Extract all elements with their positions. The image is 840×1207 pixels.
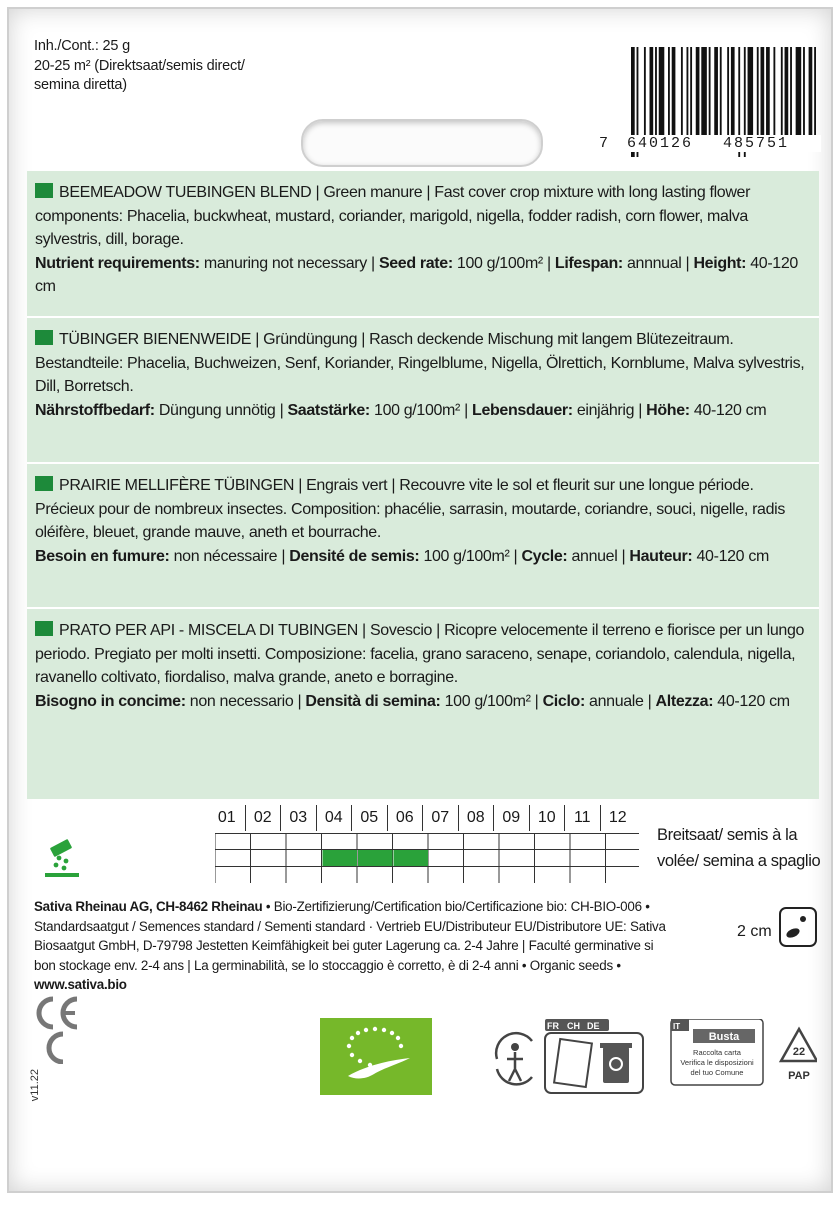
barcode-bar [714, 47, 718, 139]
month-header [209, 805, 635, 831]
recycling-info [487, 1019, 817, 1099]
seed-rate-label: Densità di semina: [305, 692, 441, 710]
green-square-icon [35, 183, 53, 198]
calendar-grid [215, 833, 639, 883]
barcode-digits-right: 485751 [723, 135, 790, 152]
green-square-icon [35, 621, 53, 636]
company-info [34, 897, 674, 995]
barcode-bar [766, 47, 770, 139]
month-label: 10 [529, 805, 565, 831]
barcode-bar [727, 47, 729, 139]
section-german [27, 318, 819, 430]
section-title: BEEMEADOW TUEBINGEN BLEND [59, 184, 312, 201]
content-area: 20-25 m² (Direktsaat/semis direct/ [34, 57, 245, 74]
busta-line-3: del tuo Comune [690, 1068, 744, 1077]
barcode-bar [690, 47, 692, 139]
height-value: 40-120 cm [713, 692, 790, 710]
barcode-bar [731, 47, 735, 139]
section-title: TÜBINGER BIENENWEIDE [59, 331, 252, 348]
month-label: 04 [316, 805, 352, 831]
month-label: 06 [387, 805, 423, 831]
seed-rate-label: Saatstärke: [287, 401, 370, 419]
barcode-bar [796, 47, 802, 139]
company-website[interactable]: www.sativa.bio [34, 977, 127, 992]
barcode-bar [814, 47, 816, 139]
paper-bin-icon [600, 1043, 632, 1083]
nutrient-value: non nécessaire | [169, 547, 290, 565]
nutrient-value: Düngung unnötig | [154, 401, 288, 419]
barcode-bar [659, 47, 665, 139]
lifespan-value: einjährig | [572, 401, 647, 419]
barcode-digits-left: 640126 [627, 135, 694, 152]
sowing-depth-icon [779, 907, 817, 947]
section-title: PRAIRIE MELLIFÈRE TÜBINGEN [59, 477, 295, 494]
nutrient-label: Bisogno in concime: [35, 692, 186, 710]
company-name: Sativa Rheinau AG, CH-8462 Rheinau [34, 899, 263, 914]
barcode-bar [781, 47, 783, 139]
busta-line-2: Verifica le disposizioni [680, 1058, 754, 1067]
height-value: 40-120 cm [35, 254, 798, 295]
height-value: 40-120 cm [689, 401, 767, 419]
seed-rate-label: Seed rate: [378, 254, 453, 272]
version-code: v11.22 [29, 1069, 41, 1102]
height-label: Hauteur: [629, 547, 693, 565]
barcode-bar [720, 47, 722, 139]
height-value: 40-120 cm [692, 547, 769, 565]
barcode-bar [672, 47, 676, 139]
barcode-bar [761, 47, 765, 139]
barcode-bar [644, 47, 646, 139]
pap-label: PAP [788, 1070, 810, 1082]
triman-icon [496, 1033, 532, 1084]
month-label: 02 [245, 805, 281, 831]
barcode-bar [785, 47, 789, 139]
barcode-bar [757, 47, 759, 139]
lifespan-label: Cycle: [521, 547, 568, 565]
nutrient-value: manuring not necessary | [199, 254, 379, 272]
pap-number: 22 [792, 1046, 806, 1058]
seed-rate-value: 100 g/100m² | [419, 547, 522, 565]
section-description: | Engrais vert | Recouvre vite le sol et fleurit sur une longue période. Précieux pour de nombreux insectes. Composition: phacélie, sarrasin, moutarde, coriandre, souci, nigelle, radis oléifère, bleuet, grande mauve, aneth et bourrache. [35, 477, 785, 541]
country-ch: CH [567, 1021, 580, 1031]
lifespan-value: annuale | [584, 692, 656, 710]
nutrient-label: Besoin en fumure: [35, 547, 170, 565]
country-de: DE [587, 1021, 600, 1031]
green-square-icon [35, 476, 53, 491]
country-fr: FR [547, 1021, 559, 1031]
busta-line-1: Raccolta carta [693, 1048, 741, 1057]
section-description: | Gründüngung | Rasch deckende Mischung mit langem Blütezeitraum. Bestandteile: Phacelia, Buchweizen, Senf, Koriander, Ringelblume, Nigella, Ölrettich, Kornblume, Malva sylvestris, Dill, Borretsch. [35, 331, 805, 395]
lifespan-label: Lebensdauer: [472, 401, 573, 419]
section-french [27, 464, 819, 576]
nutrient-value: non necessario | [185, 692, 306, 710]
sowing-period-cell [394, 850, 429, 866]
lifespan-value: annnual | [622, 254, 694, 272]
height-label: Altezza: [655, 692, 714, 710]
month-label: 08 [458, 805, 494, 831]
section-description: | Sovescio | Ricopre velocemente il terreno e fiorisce per un lungo periodo. Pregiato per molti insetti. Composizione: facelia, grano saraceno, senape, coriandolo, calendula, nigella, ravanello coltivato, fiordaliso, malva grande, aneto e borragine. [35, 622, 805, 686]
barcode-bar [687, 47, 689, 139]
barcode-bar [809, 47, 813, 139]
sowing-depth: 2 cm [737, 923, 772, 940]
height-label: Höhe: [646, 401, 690, 419]
month-label: 11 [564, 805, 600, 831]
month-label: 07 [422, 805, 458, 831]
height-label: Height: [693, 254, 747, 272]
section-italian [27, 609, 819, 721]
barcode-bar [701, 47, 707, 139]
barcode-bar [748, 47, 754, 139]
lifespan-value: annuel | [567, 547, 630, 565]
barcode-bar [650, 47, 654, 139]
company-details: • Bio-Zertifizierung/Certification bio/Certificazione bio: CH-BIO-006 • Standardsaatgut / Semences standard / Sementi standard · Vertrieb EU/Distributeur EU/Distributore UE: Sativa Biosaatgut GmbH, D-79798 Jestetten Keimfähigkeit bei guter Lagerung ca. 2-4 Jahre | Faculté germinative si bon stockage env. 2-4 ans | La germinabilità, se lo stoccaggio è corretto, è di 2-4 anni • Organic seeds • [34, 899, 666, 973]
eu-organic-leaf-icon [320, 1018, 432, 1095]
section-description: | Green manure | Fast cover crop mixture with long lasting flower components: Phacelia, buckwheat, mustard, coriander, marigold, nigella, fodder radish, corn flower, malva sylvestris, dill, borage. [35, 184, 751, 248]
seed-rate-label: Densité de semis: [289, 547, 420, 565]
barcode-bar [803, 47, 805, 139]
section-title: PRATO PER API - MISCELA DI TUBINGEN [59, 622, 358, 639]
nutrient-label: Nutrient requirements: [35, 254, 200, 272]
lifespan-label: Ciclo: [542, 692, 585, 710]
sowing-method: Breitsaat/ semis à la volée/ semina a spaglio [657, 826, 821, 870]
month-label: 01 [217, 809, 236, 826]
seed-rate-value: 100 g/100m² | [440, 692, 543, 710]
green-square-icon [35, 330, 53, 345]
busta-title: Busta [708, 1031, 740, 1043]
month-label: 03 [280, 805, 316, 831]
nutrient-label: Nährstoffbedarf: [35, 401, 155, 419]
broadcast-sowing-icon [45, 835, 85, 877]
month-label: 09 [493, 805, 529, 831]
sachet-icon [554, 1039, 592, 1087]
ce-conformity-icon [29, 994, 81, 1064]
content-method: semina diretta) [34, 77, 127, 93]
sowing-period-cell [358, 850, 393, 866]
barcode-bar [709, 47, 711, 139]
country-it: IT [673, 1022, 681, 1031]
barcode-bar [655, 47, 657, 139]
barcode-digit-first: 7 [599, 135, 609, 152]
barcode-bar [773, 47, 775, 139]
month-label: 12 [600, 805, 636, 831]
barcode-bar [668, 47, 670, 139]
barcode-bar [696, 47, 700, 139]
hanger-slot [301, 119, 543, 167]
seed-packet-back [7, 7, 833, 1193]
barcode-bar [790, 47, 792, 139]
sowing-period-cell [323, 850, 358, 866]
seed-rate-value: 100 g/100m² | [452, 254, 555, 272]
barcode-bar [681, 47, 683, 139]
month-label: 05 [351, 805, 387, 831]
content-info [34, 37, 245, 96]
content-weight: Inh./Cont.: 25 g [34, 38, 130, 54]
description-panel [27, 171, 819, 799]
lifespan-label: Lifespan: [554, 254, 623, 272]
barcode-digits [599, 135, 821, 152]
seed-rate-value: 100 g/100m² | [369, 401, 473, 419]
section-english [27, 171, 819, 307]
